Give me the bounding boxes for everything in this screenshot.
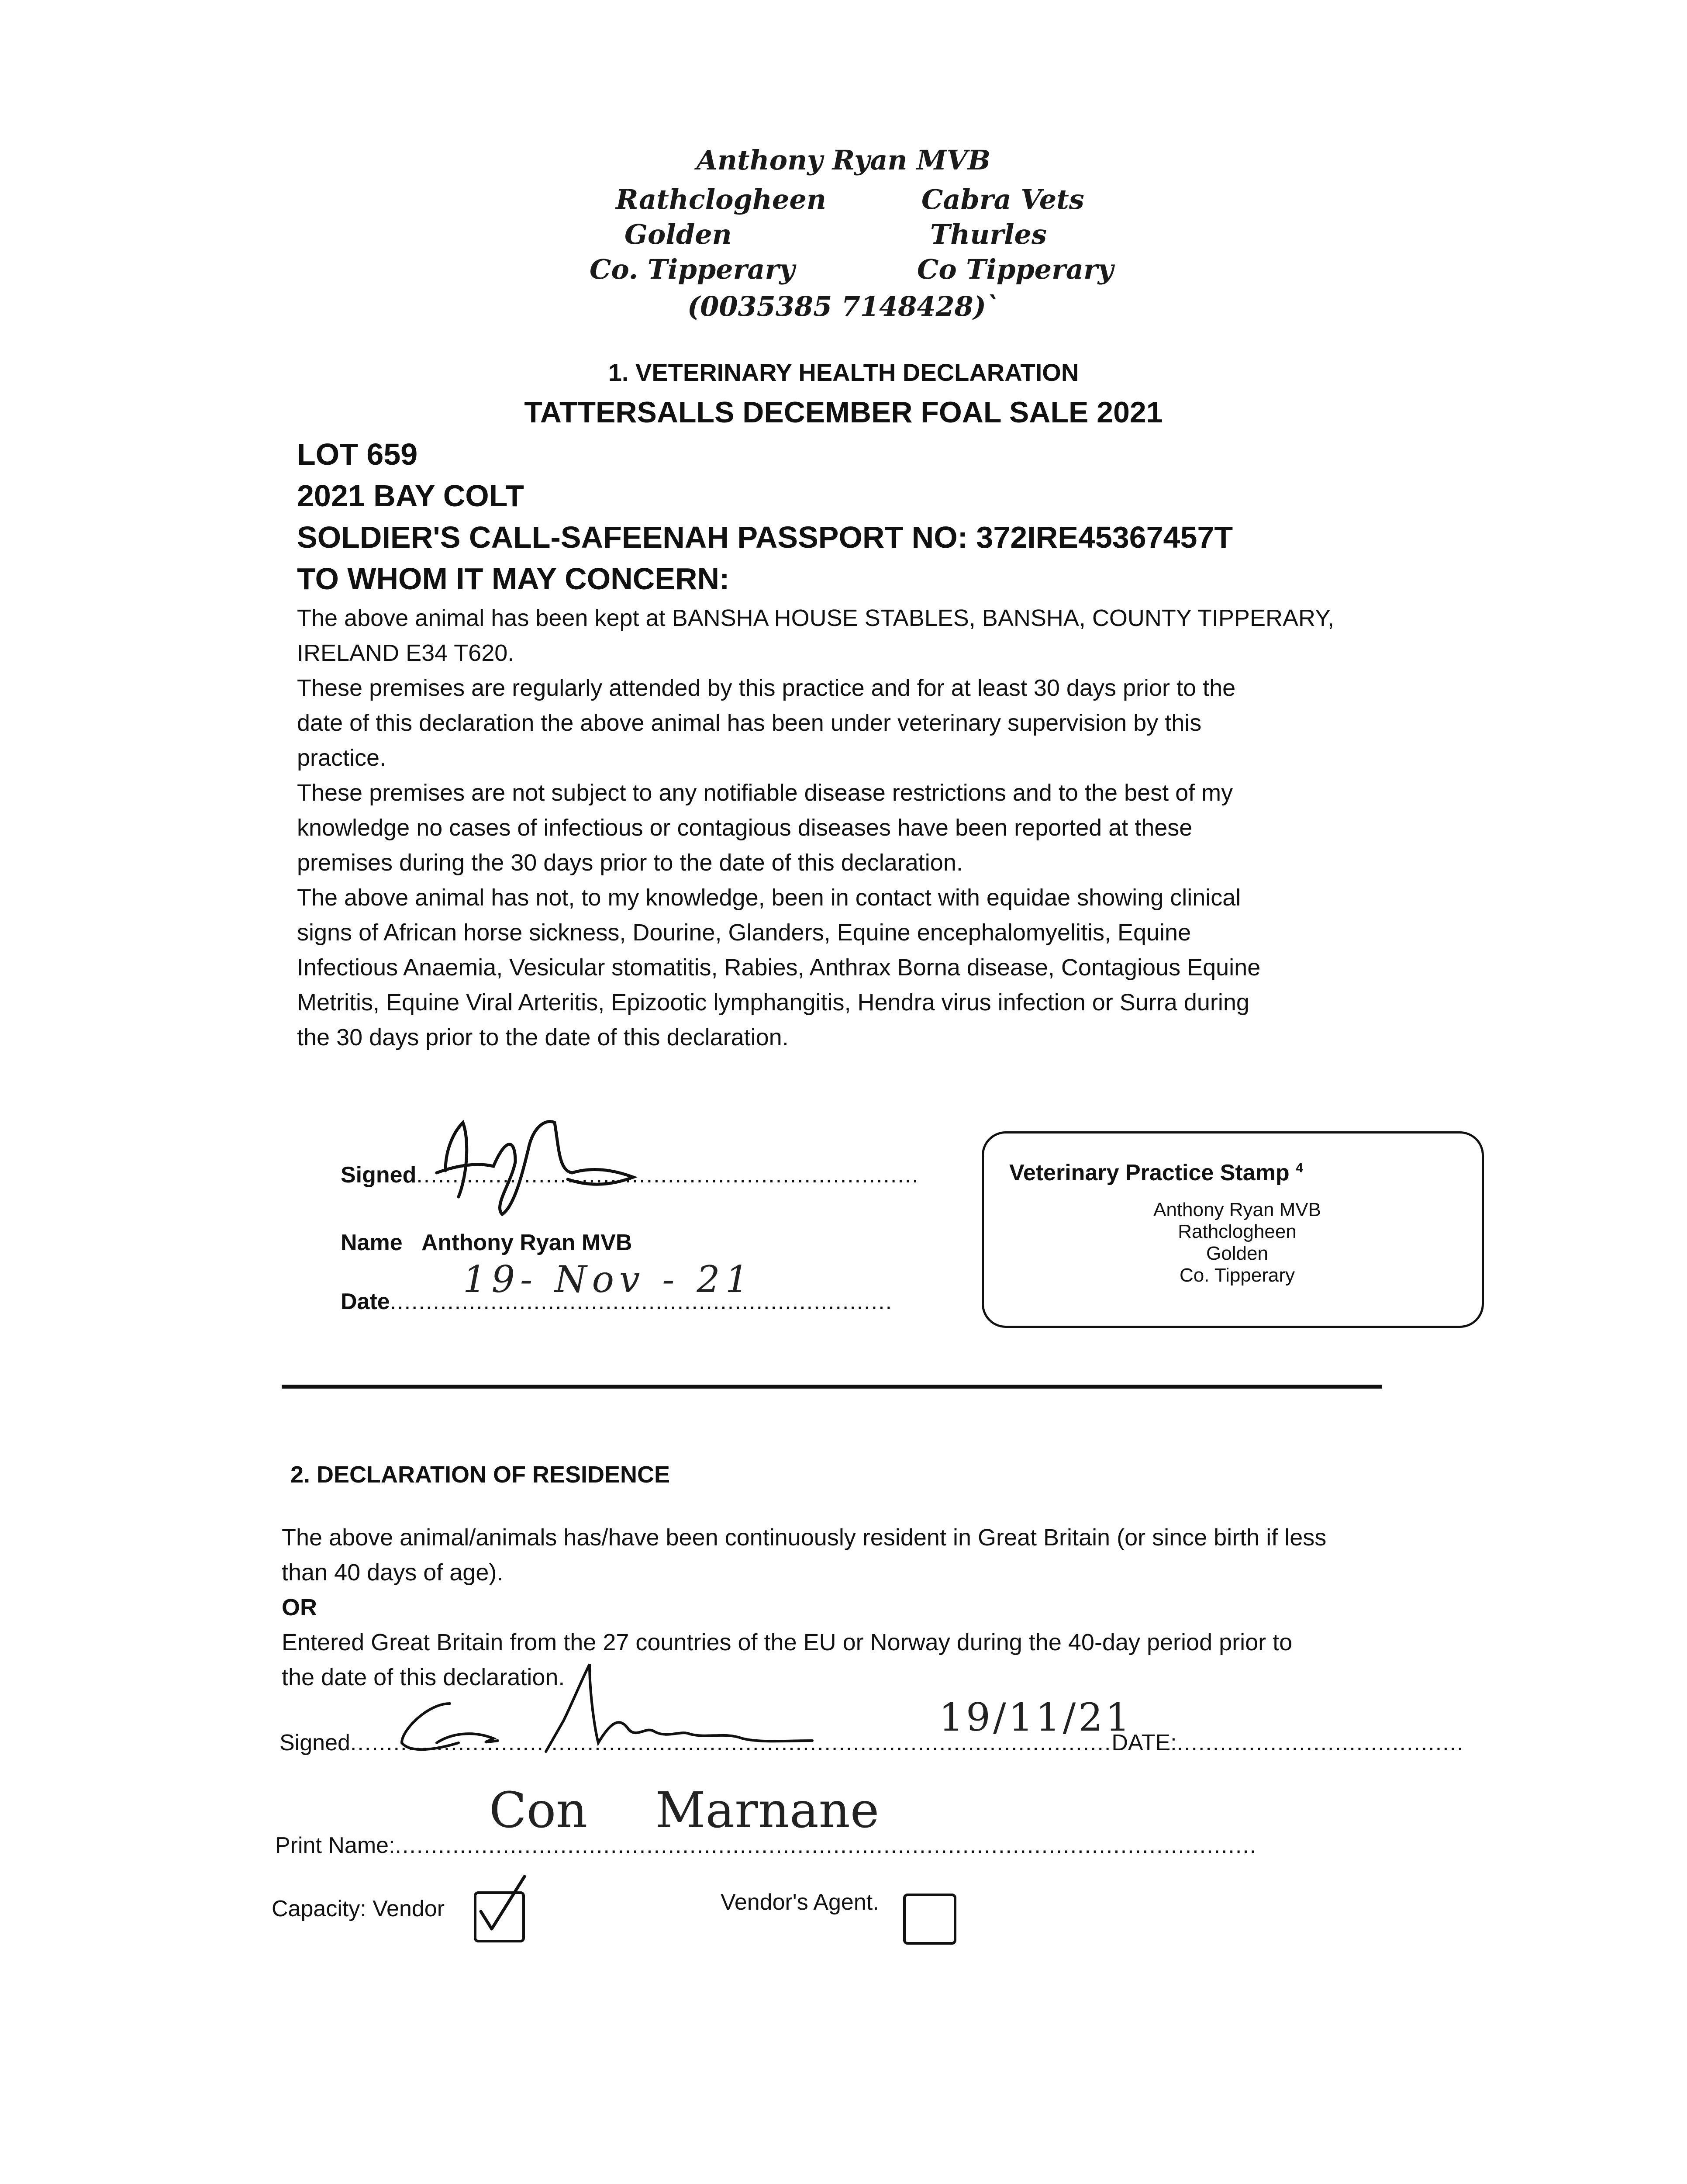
lot-number: LOT 659	[297, 437, 418, 471]
print-name-label: Print Name:	[275, 1833, 395, 1858]
declaration-line: The above animal has not, to my knowledge, been in contact with equidae showing clinical	[297, 885, 1241, 911]
stamp-imprint	[1115, 1199, 1359, 1286]
vendor-date-line: ........................................	[1176, 1730, 1464, 1755]
signature-line: ......................................................................	[416, 1162, 919, 1188]
check-mark-icon	[472, 1868, 533, 1938]
vendor-agent-label: Vendor's Agent.	[721, 1890, 879, 1915]
vendor-date-label: DATE:	[1111, 1730, 1177, 1755]
vet-name: Anthony Ryan MVB	[421, 1230, 632, 1255]
letterhead-address-line-3: Co. Tipperary	[590, 253, 795, 285]
horse-description: 2021 BAY COLT	[297, 479, 524, 513]
vendor-checkbox[interactable]	[474, 1891, 525, 1942]
declaration-line: date of this declaration the above animal has been under veterinary supervision by this	[297, 710, 1202, 736]
letterhead-practice-county: Co Tipperary	[917, 253, 1114, 285]
date-line: ......................................................................	[390, 1289, 893, 1314]
stamp-title	[1009, 1160, 1303, 1186]
residence-line: Entered Great Britain from the 27 countries of the EU or Norway during the 40-day period prior to	[282, 1629, 1293, 1655]
stamp-line: Rathclogheen	[1178, 1221, 1297, 1242]
stamp-footnote: 4	[1296, 1161, 1303, 1175]
letterhead-practice-name: Cabra Vets	[921, 183, 1084, 215]
signed-label: Signed	[341, 1162, 417, 1188]
declaration-line: knowledge no cases of infectious or contagious diseases have been reported at these	[297, 815, 1193, 841]
letterhead-address-line-1: Rathclogheen	[616, 183, 826, 215]
stamp-line: Anthony Ryan MVB	[1153, 1199, 1321, 1220]
residence-line: the date of this declaration.	[282, 1664, 565, 1690]
section2-heading: 2. DECLARATION OF RESIDENCE	[290, 1462, 670, 1488]
residence-line: than 40 days of age).	[282, 1559, 504, 1586]
declaration-line: signs of African horse sickness, Dourine, Glanders, Equine encephalomyelitis, Equine	[297, 919, 1191, 946]
capacity-label: Capacity: Vendor	[272, 1896, 445, 1921]
declaration-line: The above animal has been kept at BANSHA HOUSE STABLES, BANSHA, COUNTY TIPPERARY,	[297, 605, 1335, 631]
declaration-body	[297, 601, 1334, 1055]
letterhead-name: Anthony Ryan MVB	[696, 144, 991, 176]
print-name-line: ........................................................................................................................	[395, 1833, 1257, 1858]
section1-subheading: TATTERSALLS DECEMBER FOAL SALE 2021	[524, 396, 1163, 429]
declaration-line: the 30 days prior to the date of this declaration.	[297, 1024, 789, 1051]
name-label: Name	[341, 1230, 403, 1255]
declaration-line: Infectious Anaemia, Vesicular stomatitis, Rabies, Anthrax Borna disease, Contagious Equine	[297, 954, 1261, 981]
declaration-line: Metritis, Equine Viral Arteritis, Epizootic lymphangitis, Hendra virus infection or Surra during	[297, 989, 1249, 1016]
residence-line: The above animal/animals has/have been continuously resident in Great Britain (or since birth if less	[282, 1524, 1327, 1551]
vendor-signed-label: Signed	[279, 1730, 350, 1755]
declaration-line: premises during the 30 days prior to the date of this declaration.	[297, 850, 963, 876]
vet-name-row	[341, 1230, 632, 1256]
vendor-signature	[384, 1655, 882, 1760]
vendor-signature-line: ..........................................................................................................	[350, 1730, 1112, 1755]
date-label: Date	[341, 1289, 390, 1314]
letterhead-practice-town: Thurles	[930, 218, 1047, 250]
stamp-line: Co. Tipperary	[1179, 1265, 1295, 1286]
stamp-line: Golden	[1206, 1243, 1268, 1264]
residence-or: OR	[282, 1594, 317, 1621]
section1-heading: 1. VETERINARY HEALTH DECLARATION	[608, 359, 1079, 386]
letterhead-phone: (0035385 7148428)`	[687, 290, 1000, 322]
print-name-handwritten: Con Marnane	[489, 1782, 880, 1839]
pedigree-passport: SOLDIER'S CALL-SAFEENAH PASSPORT NO: 372IRE45367457T	[297, 520, 1233, 554]
declaration-line: These premises are not subject to any notifiable disease restrictions and to the best of my	[297, 780, 1233, 806]
section-divider	[282, 1385, 1382, 1389]
vet-date-handwritten: 19- Nov - 21	[463, 1258, 754, 1301]
vendor-date-handwritten: 19/11/21	[939, 1695, 1133, 1740]
to-whom-it-may-concern: TO WHOM IT MAY CONCERN:	[297, 562, 730, 596]
vet-signature	[428, 1096, 655, 1219]
declaration-line: These premises are regularly attended by this practice and for at least 30 days prior to the	[297, 675, 1236, 701]
declaration-line: practice.	[297, 745, 386, 771]
letterhead-address-line-2: Golden	[624, 218, 732, 250]
veterinary-practice-stamp	[982, 1131, 1484, 1328]
declaration-line: IRELAND E34 T620.	[297, 640, 514, 666]
vendor-agent-checkbox[interactable]	[903, 1894, 956, 1945]
stamp-title-text: Veterinary Practice Stamp	[1009, 1160, 1290, 1185]
